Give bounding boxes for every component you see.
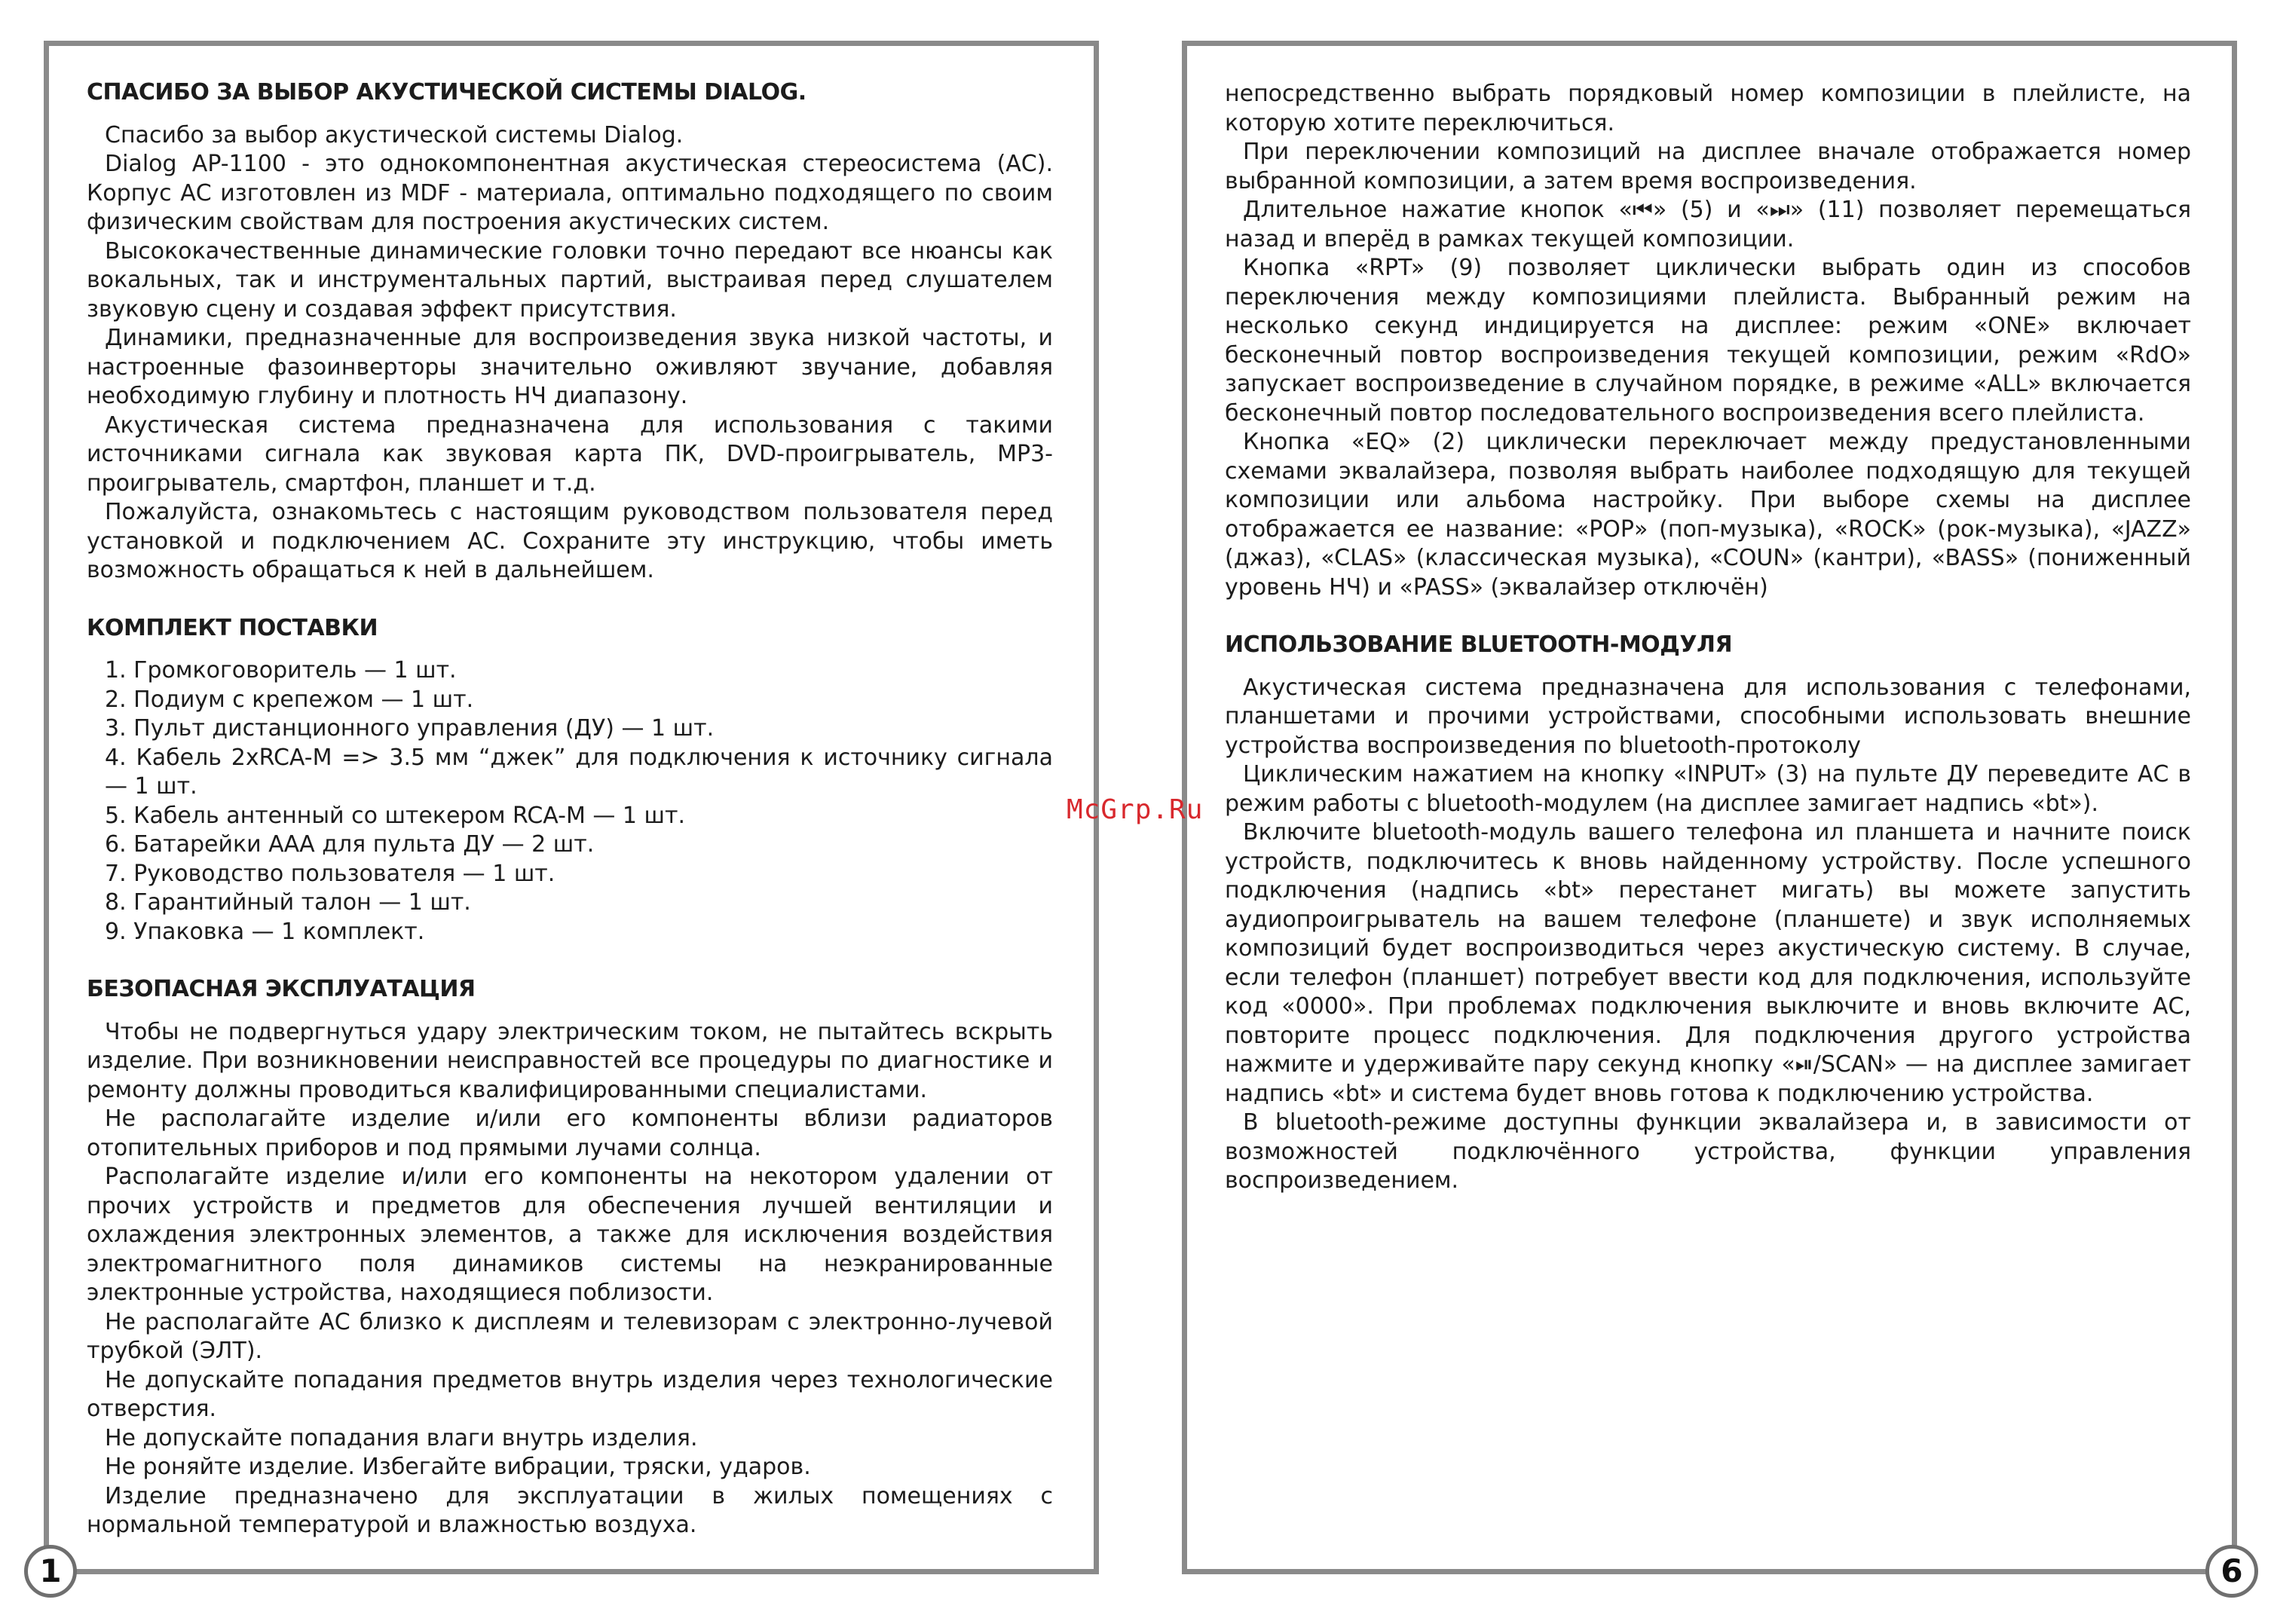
safety-paragraph: Не допускайте попадания влаги внутрь изделия. [105, 1424, 698, 1451]
safety-paragraph: Не располагайте изделие и/или его компоненты вблизи радиаторов отопительных приборов и под прямыми лучами солнца. [87, 1106, 1053, 1161]
intro-paragraph: Акустическая система предназначена для использования с такими источниками сигнала как звуковая карта ПК, DVD-проигрыватель, MP3-проигрыватель, смартфон, планшет и т.д. [87, 411, 1053, 497]
body-paragraph: Длительное нажатие кнопок «⏮» (5) и «⏭» (11) позволяет перемещаться назад и вперёд в рамках текущей композиции. [1225, 197, 2191, 252]
list-item: 6. Батарейки ААА для пульта ДУ — 2 шт. [105, 831, 595, 858]
list-item: 5. Кабель антенный со штекером RCA-M — 1 шт. [105, 802, 686, 829]
intro-paragraph: Dialog AP-1100 - это однокомпонентная акустическая стереосистема (АС). Корпус АС изготовлен из MDF - материала, оптимально подходящего по своим физическим свойствам для построения акустических систем. [87, 151, 1053, 235]
safety-paragraph: Не располагайте АС близко к дисплеям и телевизорам с электронно-лучевой трубкой (ЭЛТ). [87, 1308, 1053, 1364]
continued-paragraph: непосредственно выбрать порядковый номер композиции в плейлисте, на которую хотите переключиться. [1225, 81, 2191, 136]
watermark: McGrp.Ru [1067, 794, 1204, 825]
body-paragraph: При переключении композиций на дисплее вначале отображается номер выбранной композиции, а затем время воспроизведения. [1225, 139, 2191, 194]
safety-paragraph: Изделие предназначено для эксплуатации в жилых помещениях с нормальной температурой и влажностью воздуха. [87, 1482, 1053, 1538]
bluetooth-paragraph: Циклическим нажатием на кнопку «INPUT» (3) на пульте ДУ переведите АС в режим работы с bluetooth-модулем (на дисплее замигает надпись «bt»). [1225, 761, 2191, 817]
safety-paragraph: Располагайте изделие и/или его компоненты на некотором удалении от прочих устройств и предметов для обеспечения лучшей вентиляции и охлаждения электронных элементов, а также для исключения воздействия электромагнитного поля динамиков системы на неэкранированные электронные устройства, находящиеся поблизости. [87, 1164, 1053, 1306]
page-number-right: 6 [2205, 1545, 2258, 1598]
right-page-content [1225, 80, 2191, 1196]
safety-paragraph: Чтобы не подвергнуться удару электрическим током, не пытайтесь вскрыть изделие. При возникновении неисправностей все процедуры по диагностике и ремонту должны проводиться квалифицированными специалистами. [87, 1018, 1053, 1103]
list-item: 8. Гарантийный талон — 1 шт. [105, 889, 471, 916]
list-item: 2. Подиум с крепежом — 1 шт. [105, 686, 474, 713]
safety-paragraph: Не роняйте изделие. Избегайте вибрации, тряски, ударов. [105, 1454, 811, 1480]
intro-paragraph: Спасибо за выбор акустической системы Dialog. [105, 121, 684, 148]
intro-paragraph: Динамики, предназначенные для воспроизведения звука низкой частоты, и настроенные фазоинверторы значительно оживляют звучание, добавляя необходимую глубину и плотность НЧ диапазону. [87, 325, 1053, 409]
page-number-left: 1 [24, 1545, 77, 1598]
package-heading: КОМПЛЕКТ ПОСТАВКИ [87, 614, 378, 641]
list-item: 7. Руководство пользователя — 1 шт. [105, 860, 555, 887]
list-item: 9. Упаковка — 1 комплект. [105, 918, 425, 945]
list-item: 1. Громкоговоритель — 1 шт. [105, 657, 457, 684]
body-paragraph: Кнопка «RPT» (9) позволяет циклически выбрать один из способов переключения между композициями плейлиста. Выбранный режим на несколько секунд индицируется на дисплее: режим «ONE» включает бесконечный повтор воспроизведения текущей композиции, режим «RdO» запускает воспроизведение в случайном порядке, в режиме «ALL» включается бесконечный повтор последовательного воспроизведения всего плейлиста. [1225, 255, 2191, 427]
bluetooth-paragraph: Акустическая система предназначена для использования с телефонами, планшетами и прочими устройствами, способными использовать внешние устройства воспроизведения по bluetooth-протоколу [1225, 674, 2191, 759]
package-list [87, 656, 1053, 947]
list-item: 3. Пульт дистанционного управления (ДУ) — 1 шт. [105, 715, 715, 742]
bluetooth-heading: ИСПОЛЬЗОВАНИЕ BLUETOOTH-МОДУЛЯ [1225, 632, 1733, 658]
list-item: 4. Кабель 2xRCA-M => 3.5 мм “джек” для подключения к источнику сигнала — 1 шт. [105, 744, 1053, 800]
body-paragraph: Кнопка «EQ» (2) циклически переключает между предустановленными схемами эквалайзера, позволяя выбрать наиболее подходящую для текущей композиции или альбома настройку. При выборе схемы на дисплее отображается ее название: «POP» (поп-музыка), «ROCK» (рок-музыка), «JAZZ» (джаз), «CLAS» (классическая музыка), «COUN» (кантри), «BASS» (пониженный уровень НЧ) и «PASS» (эквалайзер отключён) [1225, 429, 2191, 601]
left-page-title: СПАСИБО ЗА ВЫБОР АКУСТИЧЕСКОЙ СИСТЕМЫ DIALOG. [87, 79, 806, 106]
bluetooth-paragraph: Включите bluetooth-модуль вашего телефона ил планшета и начните поиск устройств, подключитесь к вновь найденному устройству. После успешного подключения (надпись «bt» перестанет мигать) вы можете запустить аудиопроигрыватель на вашем телефоне (планшете) и звук исполняемых композиций будет воспроизводиться через акустическую систему. В случае, если телефон (планшет) потребует ввести код для подключения, используйте код «0000». При проблемах подключения выключите и вновь включите АС, повторите процесс подключения. Для подключения другого устройства нажмите и удерживайте пару секунд кнопку «⏯/SCAN» — на дисплее замигает надпись «bt» и система будет вновь готова к подключению устройства. [1225, 819, 2191, 1107]
intro-paragraph: Пожалуйста, ознакомьтесь с настоящим руководством пользователя перед установкой и подключением АС. Сохраните эту инструкцию, чтобы иметь возможность обращаться к ней в дальнейшем. [87, 499, 1053, 583]
bluetooth-paragraph: В bluetooth-режиме доступны функции эквалайзера и, в зависимости от возможностей подключённого устройства, функции управления воспроизведением. [1225, 1109, 2191, 1194]
safety-paragraph: Не допускайте попадания предметов внутрь изделия через технологические отверстия. [87, 1366, 1053, 1422]
safety-heading: БЕЗОПАСНАЯ ЭКСПЛУАТАЦИЯ [87, 976, 476, 1002]
intro-paragraph: Высококачественные динамические головки точно передают все нюансы как вокальных, так и инструментальных партий, выстраивая перед слушателем звуковую сцену и создавая эффект присутствия. [87, 237, 1053, 323]
left-page-content [87, 78, 1053, 1540]
